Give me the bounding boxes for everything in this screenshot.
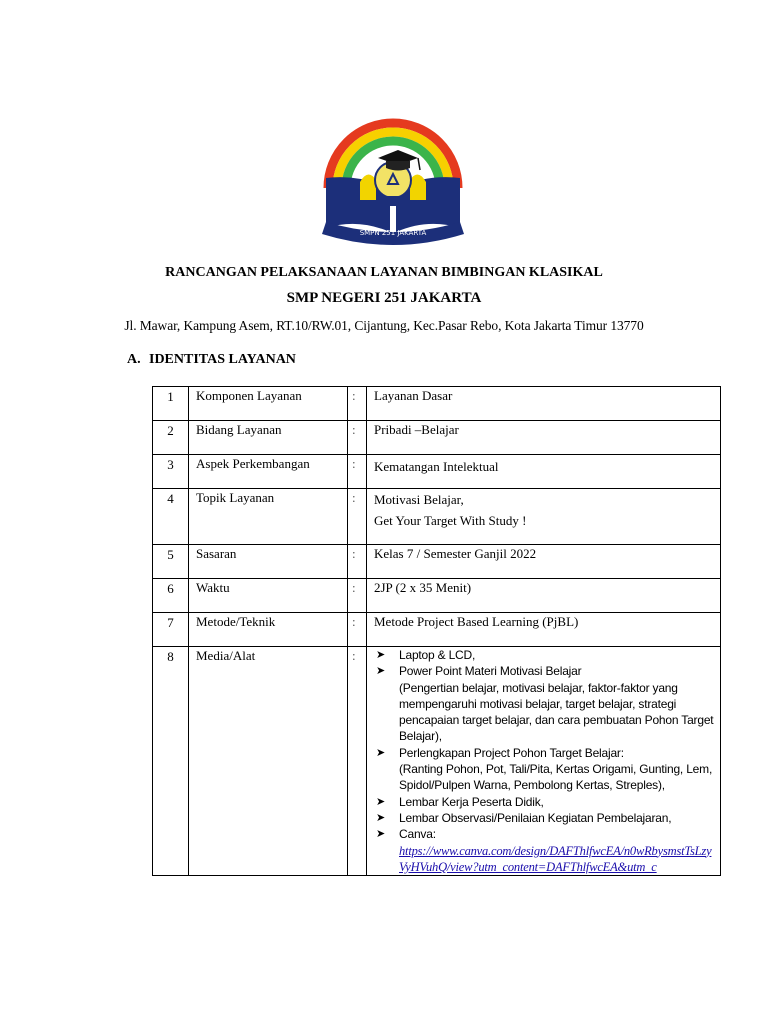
row-value-line2: Get Your Target With Study ! (374, 513, 527, 528)
row-colon: : (352, 614, 356, 629)
list-item (374, 647, 716, 663)
media-item-text: Lembar Kerja Peserta Didik, (399, 794, 544, 809)
row-value: Pribadi –Belajar (374, 422, 459, 437)
canva-link[interactable]: https://www.canva.com/design/DAFThlfwcEA/n0wRbysmstTsLzyVyHVuhQ/view?utm_content=DAFThlfwcEA&utm_c (399, 843, 712, 874)
row-colon: : (352, 456, 356, 471)
list-item (374, 794, 716, 810)
row-number: 6 (167, 581, 174, 596)
row-label: Metode/Teknik (196, 614, 276, 629)
document-title: RANCANGAN PELAKSANAAN LAYANAN BIMBINGAN KLASIKAL (165, 265, 603, 280)
row-colon: : (352, 422, 356, 437)
media-item-text: Canva: (399, 827, 436, 842)
table-row (153, 647, 721, 876)
media-item-detail: (Ranting Pohon, Pot, Tali/Pita, Kertas Origami, Gunting, Lem, Spidol/Pulpen Warna, Pembolong Kertas, Streples), (399, 762, 713, 793)
media-item-text: Laptop & LCD, (399, 648, 476, 662)
row-colon: : (352, 546, 356, 561)
section-title: IDENTITAS LAYANAN (149, 352, 296, 367)
row-label: Bidang Layanan (196, 422, 282, 437)
logo-ribbon-text: SMPN 251 JAKARTA (359, 229, 427, 237)
arrow-bullet-icon: ➤ (376, 649, 386, 661)
media-item-detail: (Pengertian belajar, motivasi belajar, faktor-faktor yang mempengaruhi motivasi belajar, target belajar, strategi pencapaian target belajar, dan cara pembuatan Pohon Target Belajar), (399, 680, 714, 744)
table-row (153, 421, 721, 455)
row-value: Layanan Dasar (374, 388, 453, 403)
row-number: 2 (167, 423, 174, 438)
row-label: Waktu (196, 580, 230, 595)
table-row (153, 545, 721, 579)
arrow-bullet-icon: ➤ (376, 811, 386, 824)
row-label: Topik Layanan (196, 490, 275, 505)
row-value: 2JP (2 x 35 Menit) (374, 580, 472, 595)
section-number: A. (127, 352, 141, 367)
media-list (374, 647, 716, 875)
identity-table (152, 386, 721, 876)
table-row (153, 455, 721, 489)
arrow-bullet-icon: ➤ (376, 665, 386, 678)
list-item (374, 745, 716, 794)
table-row (153, 387, 721, 421)
arrow-bullet-icon: ➤ (376, 746, 386, 759)
row-label: Media/Alat (196, 648, 256, 663)
arrow-bullet-icon: ➤ (376, 828, 386, 841)
row-number: 5 (167, 547, 174, 562)
table-row (153, 613, 721, 647)
row-value: Motivasi Belajar, (374, 492, 464, 507)
media-item-text: Lembar Observasi/Penilaian Kegiatan Pembelajaran, (399, 810, 672, 825)
row-value: Kematangan Intelektual (374, 459, 499, 474)
row-number: 8 (167, 649, 174, 664)
table-row (153, 489, 721, 545)
row-value: Metode Project Based Learning (PjBL) (374, 614, 579, 629)
row-number: 1 (167, 389, 174, 404)
row-label: Komponen Layanan (196, 388, 302, 403)
list-item (374, 810, 716, 826)
list-item (374, 663, 716, 744)
table-row (153, 579, 721, 613)
school-name: SMP NEGERI 251 JAKARTA (286, 290, 482, 306)
row-number: 3 (167, 457, 174, 472)
row-number: 4 (167, 491, 174, 506)
row-colon: : (352, 580, 356, 595)
row-label: Aspek Perkembangan (196, 456, 310, 471)
row-colon: : (352, 388, 356, 403)
school-address: Jl. Mawar, Kampung Asem, RT.10/RW.01, Cijantung, Kec.Pasar Rebo, Kota Jakarta Timur 13770 (124, 318, 644, 333)
list-item (374, 826, 716, 875)
section-heading (127, 352, 296, 368)
row-value: Kelas 7 / Semester Ganjil 2022 (374, 546, 537, 561)
media-item-text: Perlengkapan Project Pohon Target Belajar: (399, 745, 624, 760)
row-number: 7 (167, 615, 174, 630)
row-colon: : (352, 490, 356, 505)
arrow-bullet-icon: ➤ (376, 795, 386, 808)
row-colon: : (352, 648, 356, 663)
media-item-text: Power Point Materi Motivasi Belajar (399, 664, 582, 679)
row-label: Sasaran (196, 546, 237, 561)
school-logo (318, 110, 468, 245)
